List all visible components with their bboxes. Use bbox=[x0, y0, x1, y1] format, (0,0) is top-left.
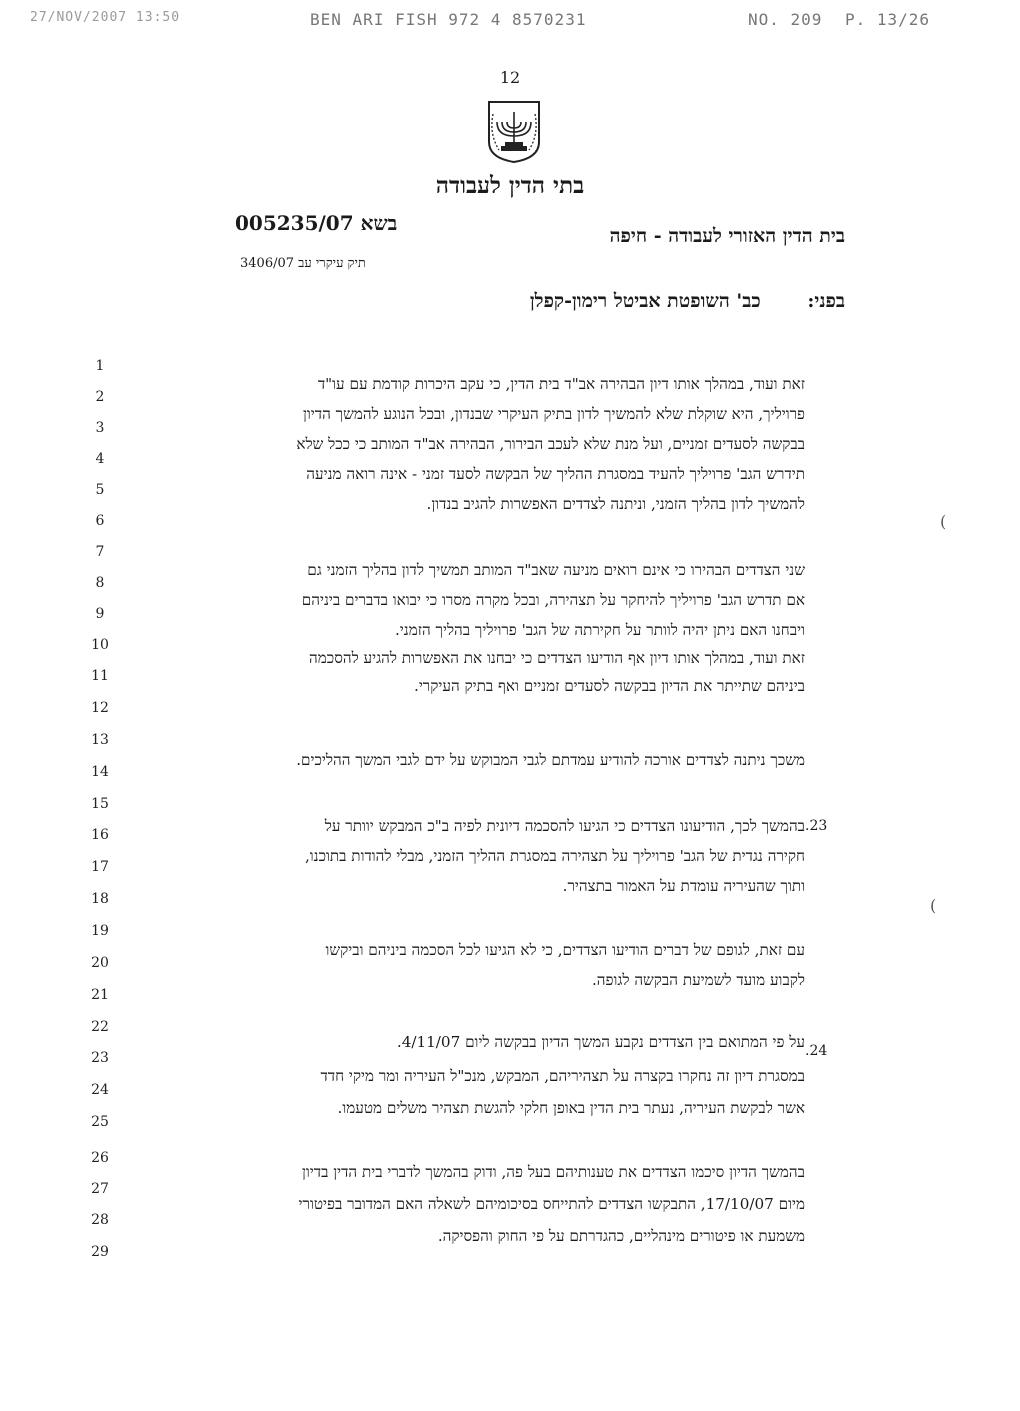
body-line-8: אם תדרש הגב' פרויליך להיחקר על תצהירה, ובכל מקרה מסרו כי יבואו בדברים ביניהם bbox=[301, 591, 805, 609]
body-line-11: ביניהם שתייתר את הדיון בבקשה לסעדים זמניים ואף בתיק העיקרי. bbox=[414, 677, 805, 695]
judge-name: כב' השופטת אביטל רימון-קפלן bbox=[529, 290, 761, 312]
body-line-4: תידרש הגב' פרויליך להעיד במסגרת ההליך של הבקשה לסעד זמני - אינה רואה מניעה bbox=[306, 465, 805, 483]
line-number: 3 bbox=[95, 420, 105, 436]
line-number: 18 bbox=[91, 891, 109, 907]
line-number: 1 bbox=[95, 358, 105, 374]
line-number: 21 bbox=[91, 987, 109, 1003]
body-line-20: לקבוע מועד לשמיעת הבקשה לגופה. bbox=[591, 971, 805, 989]
line-number: 29 bbox=[91, 1244, 109, 1260]
body-line-17: ותוך שהעיריה עומדת על האמור בתצהיר. bbox=[562, 877, 805, 895]
line-number: 17 bbox=[91, 859, 109, 875]
line-number: 9 bbox=[95, 606, 105, 622]
scan-mark: ( bbox=[940, 512, 947, 531]
fax-timestamp: 27/NOV/2007 13:50 bbox=[30, 10, 181, 25]
body-line-7: שני הצדדים הבהירו כי אינם רואים מניעה שאב"ד המותב תמשיך לדון בהליך הזמני גם bbox=[307, 561, 805, 579]
body-line-2: פרויליך, היא שוקלת שלא להמשיך לדון בתיק העיקרי שבנדון, ובכל הנוגע להמשך הדיון bbox=[303, 405, 805, 423]
body-line-9: ויבחנו האם ניתן יהיה לוותר על חקירתה של הגב' פרויליך בהליך הזמני. bbox=[394, 621, 805, 639]
line-number: 20 bbox=[91, 955, 109, 971]
line-number: 11 bbox=[91, 668, 109, 684]
body-line-27: מיום 17/10/07, התבקשו הצדדים להתייחס בסיכומיהם לשאלה האם המדובר בפיטורי bbox=[298, 1195, 805, 1213]
line-number: 28 bbox=[91, 1212, 109, 1228]
line-number: 2 bbox=[95, 389, 105, 405]
line-number: 27 bbox=[91, 1181, 109, 1197]
body-line-19: עם זאת, לגופם של דברים הודיעו הצדדים, כי לא הגיעו לכל הסכמה ביניהם וביקשו bbox=[325, 941, 805, 959]
body-line-13: משכך ניתנה לצדדים אורכה להודיע עמדתם לגבי המבוקש על ידם לגבי המשך ההליכים. bbox=[296, 751, 805, 769]
fax-number: NO. 209 bbox=[748, 10, 823, 29]
court-system-title: בתי הדין לעבודה bbox=[435, 172, 585, 199]
line-number: 4 bbox=[95, 451, 105, 467]
line-number: 13 bbox=[91, 732, 109, 748]
line-number: 5 bbox=[95, 482, 105, 498]
before-label: בפני: bbox=[807, 290, 845, 312]
body-line-10: זאת ועוד, במהלך אותו דיון אף הודיעו הצדדים כי יבחנו את האפשרות להגיע להסכמה bbox=[309, 649, 805, 667]
body-line-1: זאת ועוד, במהלך אותו דיון הבהירה אב"ד בית הדין, כי עקב היכרות קודמת עם עו"ד bbox=[317, 375, 805, 393]
judge-line bbox=[530, 290, 845, 313]
body-line-23: במסגרת דיון זה נחקרו בקצרה על תצהיריהם, המבקש, מנכ"ל העיריה ומר מיקי חדד bbox=[320, 1067, 805, 1085]
line-number: 6 bbox=[95, 513, 105, 529]
body-line-3: בבקשה לסעדים זמניים, ועל מנת שלא לעכב הבירור, הבהירה אב"ד המותב כי ככל שלא bbox=[296, 435, 805, 453]
line-number: 22 bbox=[91, 1019, 109, 1035]
fax-page: P. 13/26 bbox=[845, 10, 931, 29]
fax-sender: BEN ARI FISH 972 4 8570231 bbox=[310, 10, 587, 29]
main-case-reference: תיק עיקרי עב 3406/07 bbox=[240, 256, 366, 271]
line-number: 16 bbox=[91, 827, 109, 843]
line-number: 26 bbox=[91, 1150, 109, 1166]
body-line-15: בהמשך לכך, הודיעונו הצדדים כי הגיעו להסכמה דיונית לפיה ב"כ המבקש יוותר על bbox=[324, 817, 805, 835]
body-line-22: על פי המתואם בין הצדדים נקבע המשך הדיון בבקשה ליום 4/11/07. bbox=[396, 1033, 805, 1051]
paragraph-number-23: .23 bbox=[805, 818, 828, 834]
case-number: בשא 005235/07 bbox=[235, 211, 398, 235]
body-line-16: חקירה נגדית של הגב' פרויליך על תצהירה במסגרת ההליך הזמני, מבלי להודות בתוכנו, bbox=[304, 847, 805, 865]
regional-court-name: בית הדין האזורי לעבודה - חיפה bbox=[609, 225, 845, 247]
line-number: 7 bbox=[95, 544, 105, 560]
body-line-5: להמשיך לדון בהליך הזמני, וניתנה לצדדים האפשרות להגיב בנדון. bbox=[426, 495, 805, 513]
line-number: 8 bbox=[95, 575, 105, 591]
line-number: 24 bbox=[91, 1082, 109, 1098]
line-number: 12 bbox=[91, 700, 109, 716]
scan-mark: ( bbox=[930, 896, 937, 915]
line-number: 23 bbox=[91, 1050, 109, 1066]
line-number: 19 bbox=[91, 923, 109, 939]
body-line-26: בהמשך הדיון סיכמו הצדדים את טענותיהם בעל פה, ודוק בהמשך לדברי בית הדין בדיון bbox=[302, 1163, 805, 1181]
line-number: 25 bbox=[91, 1114, 109, 1130]
line-number: 10 bbox=[91, 637, 109, 653]
line-number: 14 bbox=[91, 764, 109, 780]
body-line-28: משמעת או פיטורים מינהליים, כהגדרתם על פי החוק והפסיקה. bbox=[437, 1227, 805, 1245]
page-number: 12 bbox=[499, 68, 521, 87]
body-line-24: אשר לבקשת העיריה, נעתר בית הדין באופן חלקי להגשת תצהיר משלים מטעמו. bbox=[337, 1099, 805, 1117]
state-emblem-icon bbox=[483, 98, 545, 164]
line-number: 15 bbox=[91, 796, 109, 812]
paragraph-number-24: .24 bbox=[805, 1043, 828, 1059]
